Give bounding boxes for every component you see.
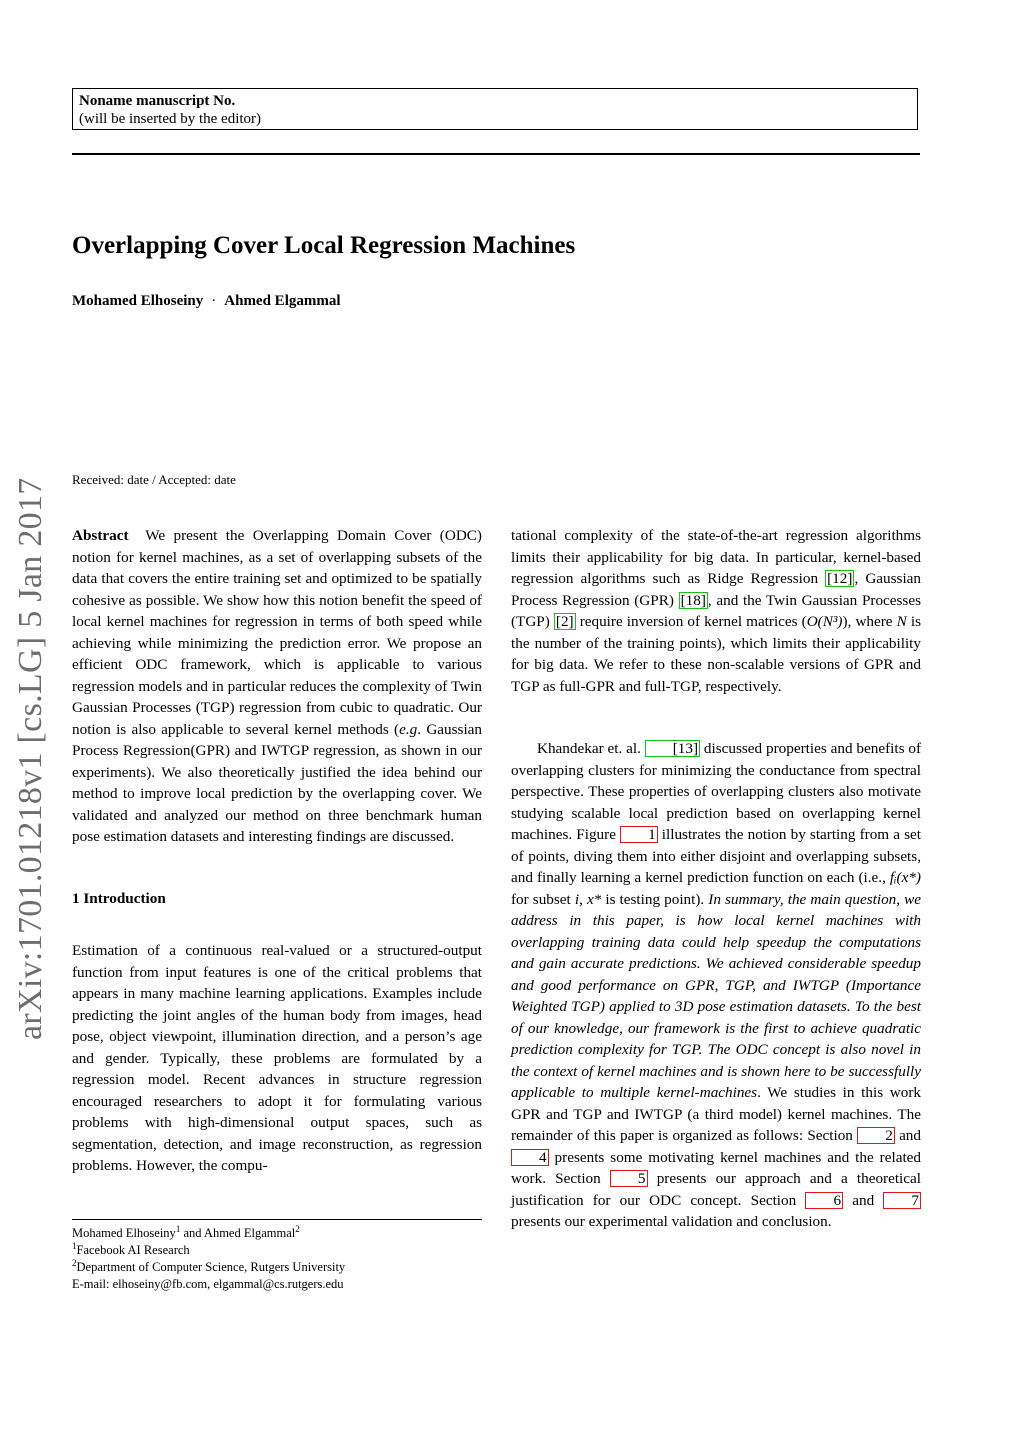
author-separator: · — [211, 293, 217, 309]
text-run: for subset — [511, 890, 575, 908]
text-run: presents some motivating kernel machines and the related work. Section — [511, 1148, 921, 1187]
intro-paragraph-continued: tational complexity of the state-of-the-art regression algorithms limits their applicability for big data. In particular, kernel-based regression algorithms such as Ridge Regression [12] , Gaussian Process Regression (GPR) [18] , and the Twin Gaussian Processes (TGP) [2] require inversion of kernel matrices (O(N³)), where N is the number of the training points), which limits their applicability for big data. We refer to these non-scalable versions of GPR and TGP as full-GPR and full-TGP, respectively. — [511, 527, 921, 695]
abstract-label: Abstract — [72, 527, 129, 544]
footnote-text: and Ahmed Elgammal — [180, 1226, 296, 1240]
intro-paragraph: Estimation of a continuous real-valued or a structured-output function from input features is one of the critical problems that appears in many machine learning applications. Examples include predicting the joint angles of the human body from images, head pose, object viewpoint, illumination direction, and a person’s age and gender. Typically, these problems are formulated by a regression model. Recent advances in structure regression encouraged researchers to adopt it for formulating various problems with high-dimensional output spaces, such as segmentation, detection, and image reconstruction, as regression problems. However, the compu- — [72, 942, 482, 1174]
citation-link[interactable]: [2] — [555, 613, 574, 630]
abstract-text: We present the Overlapping Domain Cover (ODC) notion for kernel machines, as a set of overlapping subsets of the data that covers the entire training set and optimized to be spatially cohesive as possible. We show how this notion benefit the speed of local kernel machines for regression in terms of both speed while achieving while minimizing the prediction error. We propose an efficient ODC framework, which is applicable to various regression models and in particular reduces the complexity of Twin Gaussian Processes (TGP) regression from cubic to quadratic. Our notion is also applicable to several kernel methods ( — [72, 527, 482, 738]
citation-link[interactable]: [18] — [680, 591, 706, 609]
footnote-authors — [72, 1225, 482, 1242]
text-run: , — [579, 890, 587, 908]
footnote-affiliation-1 — [72, 1242, 482, 1259]
section-link[interactable]: 7 — [883, 1192, 921, 1209]
math-fi: fᵢ(x*) — [889, 869, 921, 886]
section-link[interactable]: 5 — [610, 1170, 648, 1187]
footnotes — [72, 1225, 482, 1293]
intro-paragraph-2 — [511, 738, 921, 1233]
text-run: discussed properties and benefits of overlapping clusters for minimizing the conductance from spectral perspective. These properties of overlapping clusters also motivate studying scalable local prediction based on overlapping kernel machines. Figure — [511, 740, 921, 843]
text-run: require inversion of kernel matrices ( — [575, 613, 807, 630]
math-n: N — [896, 613, 907, 630]
footnote-marker: 1 — [72, 1240, 77, 1251]
paper-title: Overlapping Cover Local Regression Machines — [72, 232, 576, 259]
header-divider — [72, 153, 920, 155]
figure-link[interactable]: 1 — [620, 826, 658, 843]
footnote-marker: 2 — [295, 1223, 300, 1234]
manuscript-header-box — [72, 88, 918, 130]
summary-italic: In summary, the main question, we address in this paper, is how local kernel machines with overlapping training data could help speedup the computations and gain accurate predictions. We achieved considerable speedup and good performance on GPR, TGP, and IWTGP (Importance Weighted TGP) applied to 3D pose estimation datasets. To the best of our knowledge, our framework is the first to achieve quadratic prediction complexity for TGP. The ODC concept is also novel in the context of kernel machines and is shown here to be successfully applicable to multiple kernel-machines — [511, 890, 922, 1101]
section-heading-introduction: 1 Introduction — [72, 889, 166, 907]
manuscript-label: Noname manuscript No. — [79, 93, 236, 109]
section-link[interactable]: 6 — [805, 1192, 843, 1209]
footnote-divider — [72, 1219, 482, 1220]
text-run: illustrates the notion by starting from a set of points, diving them into either disjoint and overlapping subsets, and finally learning a kernel prediction function on each (i.e., — [511, 826, 921, 886]
section-link[interactable]: 2 — [857, 1127, 895, 1144]
footnote-text: Facebook AI Research — [76, 1243, 190, 1257]
arxiv-stamp[interactable]: arXiv:1701.01218v1 [cs.LG] 5 Jan 2017 — [12, 477, 49, 1040]
math-complexity: O(N³) — [806, 613, 843, 630]
text-run: . We studies in this work GPR and TGP and IWTGP (a third model) kernel machines. The remainder of this paper is organized as follows: Section — [511, 1084, 922, 1144]
footnote-text: Mohamed Elhoseiny — [72, 1226, 176, 1240]
abstract — [72, 525, 482, 848]
author-name: Mohamed Elhoseiny — [72, 293, 204, 309]
abstract-eg: e.g — [399, 720, 418, 738]
editor-note: (will be inserted by the editor) — [79, 111, 262, 127]
text-run: is testing point). — [601, 890, 709, 908]
text-run: tational complexity of the state-of-the-art regression algorithms limits their applicability for big data. In particular, kernel-based regression algorithms such as Ridge Regression — [511, 527, 921, 587]
text-run: and — [843, 1191, 884, 1209]
footnote-text: Department of Computer Science, Rutgers University — [76, 1260, 346, 1274]
math-xstar: x* — [586, 890, 602, 908]
text-run: and — [894, 1127, 921, 1144]
citation-link[interactable]: [12] — [827, 570, 853, 587]
text-run: , and the Twin Gaussian Processes (TGP) — [511, 591, 921, 630]
text-run: , where — [847, 613, 897, 630]
text-run: presents our approach and a theoretical justification for our ODC concept. Section — [511, 1170, 921, 1209]
author-name: Ahmed Elgammal — [224, 293, 341, 309]
footnote-affiliation-2 — [72, 1259, 482, 1276]
text-run: presents our experimental validation and conclusion. — [511, 1213, 832, 1230]
text-run: is the number of the training points), which limits their applicability for big data. We refer to these non-scalable versions of GPR and TGP as full-GPR and full-TGP, respectively. — [511, 613, 921, 695]
citation-link[interactable]: [13] — [645, 740, 700, 757]
section-link[interactable]: 4 — [511, 1149, 549, 1166]
text-run: , Gaussian Process Regression (GPR) — [511, 570, 921, 609]
received-date: Received: date / Accepted: date — [72, 472, 236, 487]
paragraph-gap — [511, 697, 921, 738]
footnote-email: E-mail: elhoseiny@fb.com, elgammal@cs.rutgers.edu — [72, 1277, 344, 1291]
math-i: i — [574, 890, 580, 908]
right-column — [511, 525, 921, 1233]
abstract-text-continued: . Gaussian Process Regression(GPR) and IWTGP regression, as shown in our experiments). We also theoretically justified the idea behind our method to improve local prediction by the overlapping cover. We validated and analyzed our method on three benchmark human pose estimation datasets and interesting findings are discussed. — [72, 720, 482, 845]
footnote-marker: 2 — [72, 1257, 77, 1268]
left-column — [72, 525, 482, 1177]
text-run: Khandekar et. al. — [537, 740, 645, 757]
footnote-marker: 1 — [175, 1223, 181, 1234]
author-line — [72, 293, 341, 310]
